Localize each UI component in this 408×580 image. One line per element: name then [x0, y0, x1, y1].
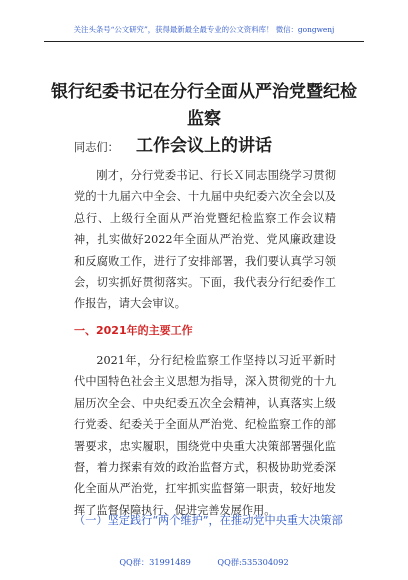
subsection-heading: （一）坚定践行“两个维护”，在推动党中央重大决策部 — [74, 514, 343, 527]
section-heading-2021-work: 一、2021年的主要工作 — [74, 324, 193, 337]
page-header-banner: 关注头条号“公文研究”，获得最新最全最专业的公文资料库！ 微信：gongwenj — [73, 25, 335, 34]
title-line-2: 工作会议上的讲话 — [136, 136, 272, 156]
footer-qq-group-1: QQ群：31991489 — [119, 557, 191, 567]
paragraph-intro: 刚才，分行党委书记、行长Ｘ同志围绕学习贯彻党的十九届六中全会、十九届中央纪委六次全会以及总行、上级行全面从严治党暨纪检监察工作会议精神，扎实做好2022年全面从严治党、党风廉政建设和反腐败工作，进行了安排部署，我们要认真学习领会，切实抓好贯彻落实。下面，我代表分行纪委作工作报告，请大会审议。 — [74, 169, 336, 311]
title-line-1: 银行纪委书记在分行全面从严治党暨纪检监察 — [51, 82, 357, 129]
footer-qq-group-2: QQ群:535304092 — [217, 557, 289, 567]
page-footer — [0, 557, 408, 568]
paragraph-2021-summary: 2021年，分行纪检监察工作坚持以习近平新时代中国特色社会主义思想为指导，深入贯彻党的十九届历次全会、中央纪委五次全会精神，认真落实上级行党委、纪委关于全面从严治党、纪检监察工作的部署要求，忠实履职，围绕党中央重大决策部署强化监督，着力探索有效的政治监督方式，积极协助党委深化全面从严治党，扛牢抓实监督第一职责，较好地发挥了监督保障执行、促进完善发展作用。 — [74, 354, 336, 517]
salutation: 同志们： — [74, 141, 119, 154]
header-divider — [44, 41, 364, 42]
